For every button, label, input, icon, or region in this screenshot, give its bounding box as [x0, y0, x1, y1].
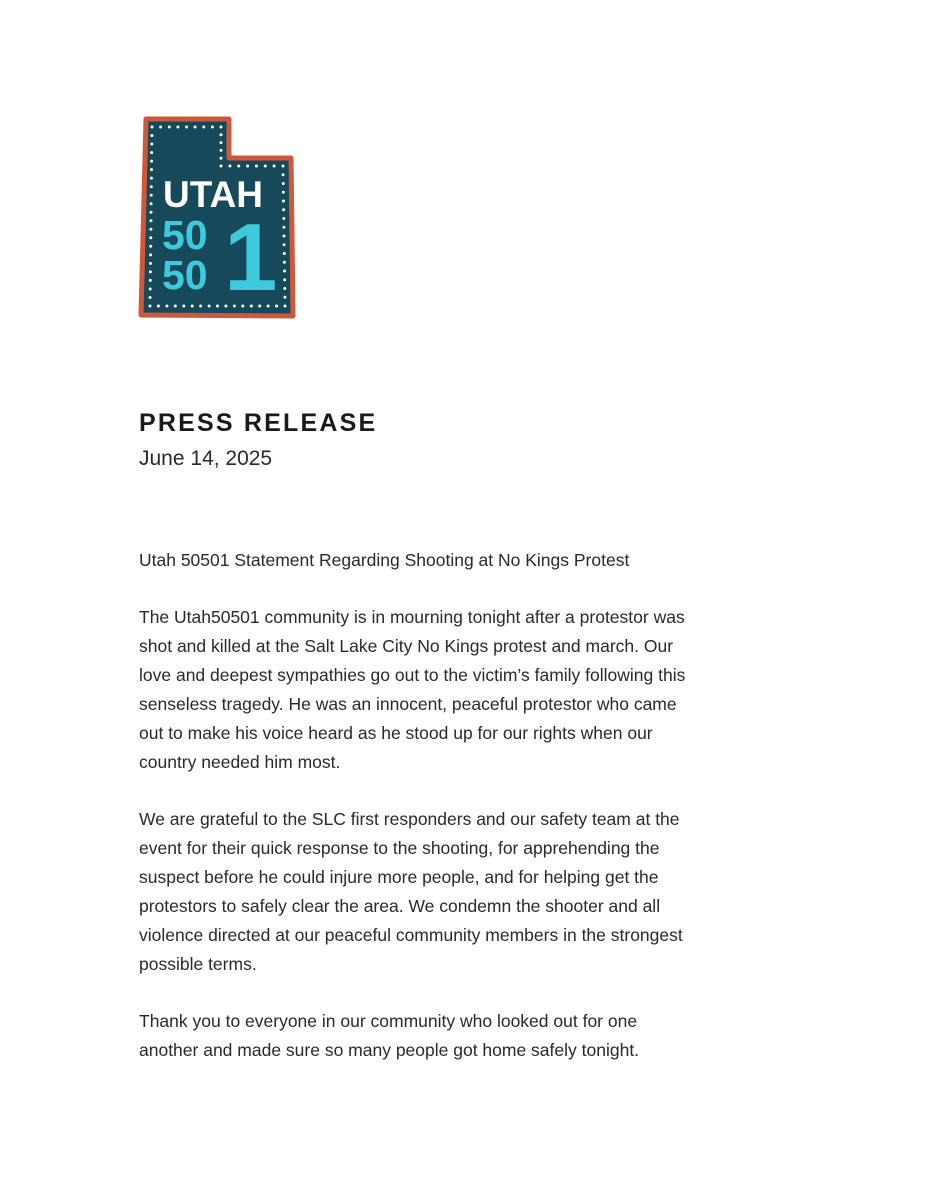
- logo-border-dot: [282, 182, 285, 185]
- logo-border-dot: [149, 288, 152, 291]
- logo-border-dot: [150, 168, 153, 171]
- logo-50-bottom-text: 50: [162, 252, 208, 298]
- logo-border-dot: [282, 217, 285, 220]
- logo-border-dot: [185, 126, 188, 129]
- logo-border-dot: [168, 126, 171, 129]
- logo-border-dot: [150, 202, 153, 205]
- logo-border-dot: [220, 126, 223, 129]
- logo-border-dot: [150, 160, 153, 163]
- logo-border-dot: [283, 252, 286, 255]
- logo-border-dot: [157, 305, 160, 308]
- logo-border-dot: [237, 165, 240, 168]
- logo-border-dot: [150, 194, 153, 197]
- logo-border-dot: [283, 261, 286, 264]
- paragraph-line: senseless tragedy. He was an innocent, peaceful protestor who came: [139, 693, 677, 714]
- logo-border-dot: [283, 235, 286, 238]
- paragraph-line: suspect before he could injure more people, and for helping get the: [139, 866, 659, 887]
- logo-border-dot: [216, 305, 219, 308]
- logo-border-dot: [149, 253, 152, 256]
- logo-border-dot: [194, 126, 197, 129]
- paragraph-line: event for their quick response to the shooting, for apprehending the: [139, 837, 660, 858]
- logo-border-dot: [282, 173, 285, 176]
- logo-border-dot: [149, 245, 152, 248]
- logo-border-dot: [149, 236, 152, 239]
- utah-50501-logo: [138, 116, 296, 320]
- logo-border-dot: [149, 296, 152, 299]
- logo-border-dot: [149, 228, 152, 231]
- release-date: June 14, 2025: [139, 447, 273, 470]
- logo-border-dot: [273, 165, 276, 168]
- body-paragraph-2: [139, 805, 799, 978]
- logo-border-dot: [282, 226, 285, 229]
- paragraph-line: another and made sure so many people got home safely tonight.: [139, 1039, 640, 1060]
- paragraph-line: possible terms.: [139, 953, 257, 974]
- paragraph-line: shot and killed at the Salt Lake City No Kings protest and march. Our: [139, 635, 674, 656]
- logo-border-dot: [220, 141, 223, 144]
- logo-border-dot: [150, 185, 153, 188]
- logo-border-dot: [199, 305, 202, 308]
- logo-border-dot: [282, 191, 285, 194]
- logo-border-dot: [165, 305, 168, 308]
- statement-title: Utah 50501 Statement Regarding Shooting at No Kings Protest: [139, 550, 630, 570]
- logo-border-dot: [211, 126, 214, 129]
- logo-border-dot: [282, 200, 285, 203]
- logo-border-dot: [283, 287, 286, 290]
- logo-border-dot: [283, 296, 286, 299]
- logo-big-1-text: 1: [224, 204, 278, 311]
- paragraph-line: country needed him most.: [139, 751, 341, 772]
- logo-border-dot: [174, 305, 177, 308]
- logo-border-dot: [149, 305, 152, 308]
- logo-border-dot: [220, 157, 223, 160]
- paragraph-line: Thank you to everyone in our community who looked out for one: [139, 1011, 638, 1031]
- logo-50-top-text: 50: [162, 212, 208, 258]
- logo-border-dot: [228, 165, 231, 168]
- paragraph-line: violence directed at our peaceful community members in the strongest: [139, 924, 683, 945]
- logo-border-dot: [246, 165, 249, 168]
- logo-utah-text: UTAH: [163, 174, 264, 215]
- logo-border-dot: [176, 126, 179, 129]
- logo-border-dot: [208, 305, 211, 308]
- paragraph-line: out to make his voice heard as he stood up for our rights when our: [139, 722, 653, 743]
- logo-border-dot: [284, 305, 287, 308]
- logo-border-dot: [150, 211, 153, 214]
- logo-border-dot: [159, 126, 162, 129]
- logo-border-dot: [283, 270, 286, 273]
- logo-border-dot: [283, 243, 286, 246]
- logo-border-dot: [150, 134, 153, 137]
- logo-border-dot: [150, 177, 153, 180]
- logo-border-dot: [220, 149, 223, 152]
- body-paragraph-1: [139, 603, 799, 776]
- press-release-heading: PRESS RELEASE: [139, 409, 378, 437]
- logo-border-dot: [283, 278, 286, 281]
- logo-border-dot: [150, 151, 153, 154]
- logo-border-dot: [150, 219, 153, 222]
- logo-border-dot: [255, 165, 258, 168]
- logo-border-dot: [149, 270, 152, 273]
- logo-border-dot: [149, 262, 152, 265]
- paragraph-line: protestors to safely clear the area. We condemn the shooter and all: [139, 895, 661, 916]
- paragraph-line: love and deepest sympathies go out to the victim’s family following this: [139, 664, 686, 685]
- logo-border-dot: [149, 279, 152, 282]
- logo-border-dot: [220, 165, 223, 168]
- logo-border-dot: [202, 126, 205, 129]
- logo-border-dot: [150, 143, 153, 146]
- logo-border-dot: [182, 305, 185, 308]
- logo-border-dot: [151, 126, 154, 129]
- body-paragraph-3: [139, 1007, 799, 1065]
- logo-border-dot: [191, 305, 194, 308]
- logo-border-dot: [282, 165, 285, 168]
- logo-border-dot: [264, 165, 267, 168]
- logo-border-dot: [282, 208, 285, 211]
- utah-state-shape-icon: [138, 116, 296, 320]
- logo-border-dot: [220, 133, 223, 136]
- paragraph-line: The Utah50501 community is in mourning tonight after a protestor was: [139, 607, 685, 627]
- paragraph-line: We are grateful to the SLC first responders and our safety team at the: [139, 809, 680, 829]
